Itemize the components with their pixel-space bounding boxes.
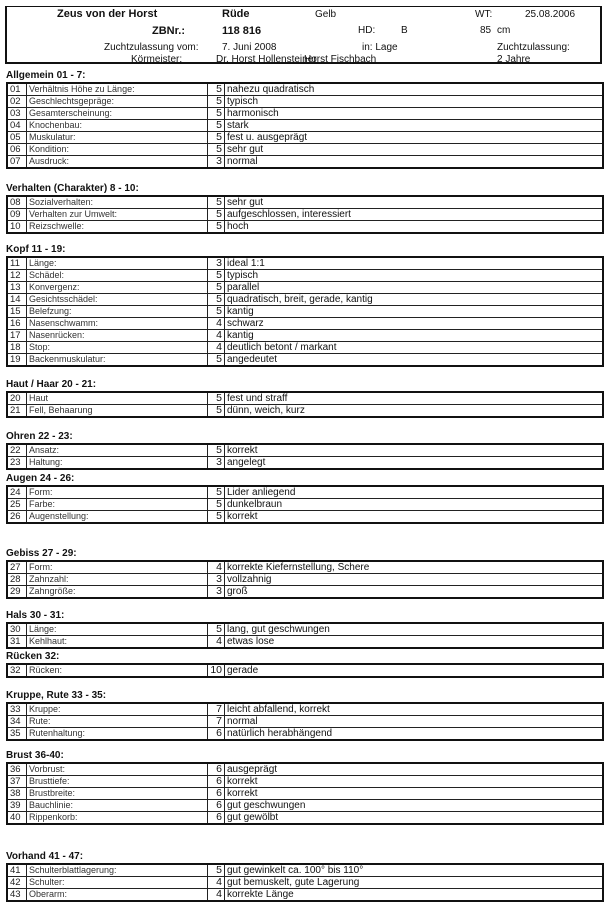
table-row <box>7 156 603 169</box>
item-label: Stop: <box>27 342 208 354</box>
item-score: 4 <box>208 889 225 902</box>
item-number: 12 <box>7 270 27 282</box>
item-description: stark <box>225 120 604 132</box>
section-table <box>6 443 604 470</box>
section-table <box>6 762 604 825</box>
item-description: typisch <box>225 270 604 282</box>
item-description: angedeutet <box>225 354 604 367</box>
item-score: 5 <box>208 405 225 418</box>
item-number: 14 <box>7 294 27 306</box>
item-description: gut geschwungen <box>225 800 604 812</box>
item-description: fest und straff <box>225 392 604 405</box>
section-table <box>6 663 604 678</box>
section-table <box>6 485 604 524</box>
item-number: 01 <box>7 83 27 96</box>
item-label: Muskulatur: <box>27 132 208 144</box>
table-row <box>7 499 603 511</box>
item-label: Backenmuskulatur: <box>27 354 208 367</box>
table-row <box>7 511 603 524</box>
item-score: 5 <box>208 486 225 499</box>
table-row <box>7 444 603 457</box>
koermeister-label: Körmeister: <box>131 54 183 65</box>
item-description: deutlich betont / markant <box>225 342 604 354</box>
item-description: hoch <box>225 221 604 234</box>
item-score: 7 <box>208 716 225 728</box>
item-description: korrekte Kiefernstellung, Schere <box>225 561 604 574</box>
item-number: 29 <box>7 586 27 599</box>
item-description: korrekt <box>225 776 604 788</box>
item-score: 6 <box>208 800 225 812</box>
item-number: 40 <box>7 812 27 825</box>
item-number: 21 <box>7 405 27 418</box>
item-score: 5 <box>208 499 225 511</box>
table-row <box>7 703 603 716</box>
item-description: korrekt <box>225 511 604 524</box>
item-label: Reizschwelle: <box>27 221 208 234</box>
item-number: 30 <box>7 623 27 636</box>
height-unit: cm <box>497 25 511 36</box>
item-description: kantig <box>225 306 604 318</box>
table-row <box>7 270 603 282</box>
item-label: Verhältnis Höhe zu Länge: <box>27 83 208 96</box>
item-number: 43 <box>7 889 27 902</box>
item-label: Rute: <box>27 716 208 728</box>
zuchtzulassung-vom-label: Zuchtzulassung vom: <box>104 42 199 53</box>
item-number: 33 <box>7 703 27 716</box>
item-number: 42 <box>7 877 27 889</box>
table-row <box>7 132 603 144</box>
item-label: Ansatz: <box>27 444 208 457</box>
table-row <box>7 586 603 599</box>
item-number: 41 <box>7 864 27 877</box>
item-description: normal <box>225 156 604 169</box>
section-table <box>6 863 604 902</box>
item-label: Brusttiefe: <box>27 776 208 788</box>
item-score: 5 <box>208 83 225 96</box>
dog-sex: Rüde <box>222 8 250 20</box>
item-number: 38 <box>7 788 27 800</box>
item-label: Konvergenz: <box>27 282 208 294</box>
item-score: 6 <box>208 788 225 800</box>
item-number: 16 <box>7 318 27 330</box>
table-row <box>7 763 603 776</box>
item-description: harmonisch <box>225 108 604 120</box>
item-number: 11 <box>7 257 27 270</box>
table-row <box>7 405 603 418</box>
item-score: 3 <box>208 257 225 270</box>
item-number: 08 <box>7 196 27 209</box>
item-label: Bauchlinie: <box>27 800 208 812</box>
item-label: Geschlechtsgepräge: <box>27 96 208 108</box>
item-score: 5 <box>208 511 225 524</box>
item-label: Schulter: <box>27 877 208 889</box>
table-row <box>7 776 603 788</box>
table-row <box>7 196 603 209</box>
table-row <box>7 144 603 156</box>
item-number: 06 <box>7 144 27 156</box>
item-description: dunkelbraun <box>225 499 604 511</box>
zuchtzulassung-vom-value: 7. Juni 2008 <box>222 42 277 53</box>
item-score: 3 <box>208 574 225 586</box>
item-score: 6 <box>208 763 225 776</box>
section-table <box>6 702 604 741</box>
item-score: 4 <box>208 342 225 354</box>
item-label: Sozialverhalten: <box>27 196 208 209</box>
item-label: Rücken: <box>27 664 208 677</box>
item-score: 5 <box>208 96 225 108</box>
section-table <box>6 560 604 599</box>
hd-value: B <box>401 25 408 36</box>
item-label: Haut <box>27 392 208 405</box>
item-score: 3 <box>208 586 225 599</box>
zbnr-value: 118 816 <box>222 25 262 37</box>
item-number: 04 <box>7 120 27 132</box>
item-score: 5 <box>208 108 225 120</box>
table-row <box>7 294 603 306</box>
section-title: Allgemein 01 - 7: <box>6 70 86 81</box>
section-table <box>6 391 604 418</box>
item-score: 5 <box>208 306 225 318</box>
item-number: 17 <box>7 330 27 342</box>
section-table <box>6 195 604 234</box>
item-description: gut gewinkelt ca. 100° bis 110° <box>225 864 604 877</box>
item-label: Farbe: <box>27 499 208 511</box>
item-number: 35 <box>7 728 27 741</box>
item-number: 20 <box>7 392 27 405</box>
table-row <box>7 864 603 877</box>
item-description: leicht abfallend, korrekt <box>225 703 604 716</box>
item-number: 34 <box>7 716 27 728</box>
item-number: 18 <box>7 342 27 354</box>
item-description: etwas lose <box>225 636 604 649</box>
section-title: Gebiss 27 - 29: <box>6 548 77 559</box>
item-number: 19 <box>7 354 27 367</box>
table-row <box>7 561 603 574</box>
table-row <box>7 623 603 636</box>
item-label: Länge: <box>27 623 208 636</box>
table-row <box>7 330 603 342</box>
item-score: 5 <box>208 864 225 877</box>
dog-color: Gelb <box>315 9 337 20</box>
table-row <box>7 392 603 405</box>
item-label: Knochenbau: <box>27 120 208 132</box>
item-score: 5 <box>208 209 225 221</box>
table-row <box>7 877 603 889</box>
item-description: parallel <box>225 282 604 294</box>
zuchtzulassung-value: 2 Jahre <box>497 54 531 65</box>
item-number: 32 <box>7 664 27 677</box>
koermeister-2: Horst Fischbach <box>304 54 377 65</box>
dog-name: Zeus von der Horst <box>57 8 158 20</box>
table-row <box>7 636 603 649</box>
item-label: Rutenhaltung: <box>27 728 208 741</box>
item-score: 4 <box>208 636 225 649</box>
wt-label: WT: <box>475 9 493 20</box>
table-row <box>7 342 603 354</box>
item-number: 22 <box>7 444 27 457</box>
item-number: 36 <box>7 763 27 776</box>
table-row <box>7 800 603 812</box>
item-label: Kruppe: <box>27 703 208 716</box>
item-score: 5 <box>208 623 225 636</box>
item-score: 3 <box>208 457 225 470</box>
item-label: Schädel: <box>27 270 208 282</box>
item-score: 5 <box>208 354 225 367</box>
table-row <box>7 574 603 586</box>
item-label: Vorbrust: <box>27 763 208 776</box>
section-title: Vorhand 41 - 47: <box>6 851 84 862</box>
item-label: Form: <box>27 486 208 499</box>
section-title: Kopf 11 - 19: <box>6 244 66 255</box>
section-title: Kruppe, Rute 33 - 35: <box>6 690 107 701</box>
item-number: 37 <box>7 776 27 788</box>
item-label: Nasenschwamm: <box>27 318 208 330</box>
item-label: Gesichtsschädel: <box>27 294 208 306</box>
item-label: Verhalten zur Umwelt: <box>27 209 208 221</box>
item-description: gerade <box>225 664 604 677</box>
item-description: gut bemuskelt, gute Lagerung <box>225 877 604 889</box>
item-label: Kondition: <box>27 144 208 156</box>
section-title: Rücken 32: <box>6 651 60 662</box>
item-score: 4 <box>208 561 225 574</box>
item-description: normal <box>225 716 604 728</box>
item-number: 05 <box>7 132 27 144</box>
item-description: ideal 1:1 <box>225 257 604 270</box>
height-value: 85 <box>480 25 492 36</box>
koermeister-1: Dr. Horst Hollensteiner <box>216 54 317 65</box>
item-label: Augenstellung: <box>27 511 208 524</box>
section-table <box>6 256 604 367</box>
item-label: Länge: <box>27 257 208 270</box>
item-description: kantig <box>225 330 604 342</box>
item-description: typisch <box>225 96 604 108</box>
item-description: korrekte Länge <box>225 889 604 902</box>
item-description: schwarz <box>225 318 604 330</box>
item-description: nahezu quadratisch <box>225 83 604 96</box>
section-table <box>6 82 604 169</box>
item-number: 28 <box>7 574 27 586</box>
table-row <box>7 728 603 741</box>
table-row <box>7 716 603 728</box>
item-label: Zahnzahl: <box>27 574 208 586</box>
item-label: Belefzung: <box>27 306 208 318</box>
table-row <box>7 257 603 270</box>
table-row <box>7 282 603 294</box>
table-row <box>7 318 603 330</box>
item-number: 31 <box>7 636 27 649</box>
section-title: Verhalten (Charakter) 8 - 10: <box>6 183 139 194</box>
item-number: 23 <box>7 457 27 470</box>
item-description: dünn, weich, kurz <box>225 405 604 418</box>
table-row <box>7 306 603 318</box>
item-number: 02 <box>7 96 27 108</box>
item-description: gut gewölbt <box>225 812 604 825</box>
item-description: sehr gut <box>225 144 604 156</box>
zuchtzulassung-location: in: Lage <box>362 42 398 53</box>
item-description: vollzahnig <box>225 574 604 586</box>
item-label: Kehlhaut: <box>27 636 208 649</box>
item-description: Lider anliegend <box>225 486 604 499</box>
item-description: sehr gut <box>225 196 604 209</box>
item-number: 24 <box>7 486 27 499</box>
item-score: 5 <box>208 294 225 306</box>
item-score: 5 <box>208 270 225 282</box>
table-row <box>7 457 603 470</box>
table-row <box>7 788 603 800</box>
item-score: 5 <box>208 444 225 457</box>
item-score: 5 <box>208 196 225 209</box>
item-score: 5 <box>208 144 225 156</box>
section-title: Haut / Haar 20 - 21: <box>6 379 97 390</box>
item-label: Form: <box>27 561 208 574</box>
item-score: 10 <box>208 664 225 677</box>
item-label: Schulterblattlagerung: <box>27 864 208 877</box>
item-label: Oberarm: <box>27 889 208 902</box>
item-description: fest u. ausgeprägt <box>225 132 604 144</box>
item-number: 27 <box>7 561 27 574</box>
table-row <box>7 120 603 132</box>
section-table <box>6 622 604 649</box>
item-description: lang, gut geschwungen <box>225 623 604 636</box>
item-score: 4 <box>208 877 225 889</box>
item-description: ausgeprägt <box>225 763 604 776</box>
table-row <box>7 209 603 221</box>
item-score: 5 <box>208 392 225 405</box>
item-label: Nasenrücken: <box>27 330 208 342</box>
item-score: 6 <box>208 812 225 825</box>
item-description: angelegt <box>225 457 604 470</box>
item-number: 10 <box>7 221 27 234</box>
item-score: 5 <box>208 132 225 144</box>
item-number: 07 <box>7 156 27 169</box>
wt-date: 25.08.2006 <box>525 9 576 20</box>
item-label: Brustbreite: <box>27 788 208 800</box>
item-number: 39 <box>7 800 27 812</box>
item-description: korrekt <box>225 444 604 457</box>
item-score: 7 <box>208 703 225 716</box>
item-label: Gesamterscheinung: <box>27 108 208 120</box>
item-label: Haltung: <box>27 457 208 470</box>
table-row <box>7 889 603 902</box>
section-title: Brust 36-40: <box>6 750 64 761</box>
table-row <box>7 108 603 120</box>
item-number: 25 <box>7 499 27 511</box>
zbnr-label: ZBNr.: <box>152 25 185 37</box>
table-row <box>7 664 603 677</box>
item-score: 5 <box>208 282 225 294</box>
item-label: Ausdruck: <box>27 156 208 169</box>
item-number: 09 <box>7 209 27 221</box>
item-score: 4 <box>208 330 225 342</box>
section-title: Ohren 22 - 23: <box>6 431 73 442</box>
item-description: natürlich herabhängend <box>225 728 604 741</box>
item-number: 13 <box>7 282 27 294</box>
item-label: Fell, Behaarung <box>27 405 208 418</box>
table-row <box>7 486 603 499</box>
item-number: 15 <box>7 306 27 318</box>
item-label: Zahngröße: <box>27 586 208 599</box>
section-title: Hals 30 - 31: <box>6 610 65 621</box>
table-row <box>7 812 603 825</box>
table-row <box>7 96 603 108</box>
item-label: Rippenkorb: <box>27 812 208 825</box>
item-score: 6 <box>208 728 225 741</box>
zuchtzulassung-label: Zuchtzulassung: <box>497 42 570 53</box>
item-score: 6 <box>208 776 225 788</box>
item-number: 03 <box>7 108 27 120</box>
item-description: quadratisch, breit, gerade, kantig <box>225 294 604 306</box>
item-description: korrekt <box>225 788 604 800</box>
item-description: groß <box>225 586 604 599</box>
item-description: aufgeschlossen, interessiert <box>225 209 604 221</box>
item-number: 26 <box>7 511 27 524</box>
item-score: 3 <box>208 156 225 169</box>
item-score: 5 <box>208 120 225 132</box>
table-row <box>7 83 603 96</box>
item-score: 5 <box>208 221 225 234</box>
item-score: 4 <box>208 318 225 330</box>
hd-label: HD: <box>358 25 376 36</box>
table-row <box>7 354 603 367</box>
section-title: Augen 24 - 26: <box>6 473 75 484</box>
table-row <box>7 221 603 234</box>
